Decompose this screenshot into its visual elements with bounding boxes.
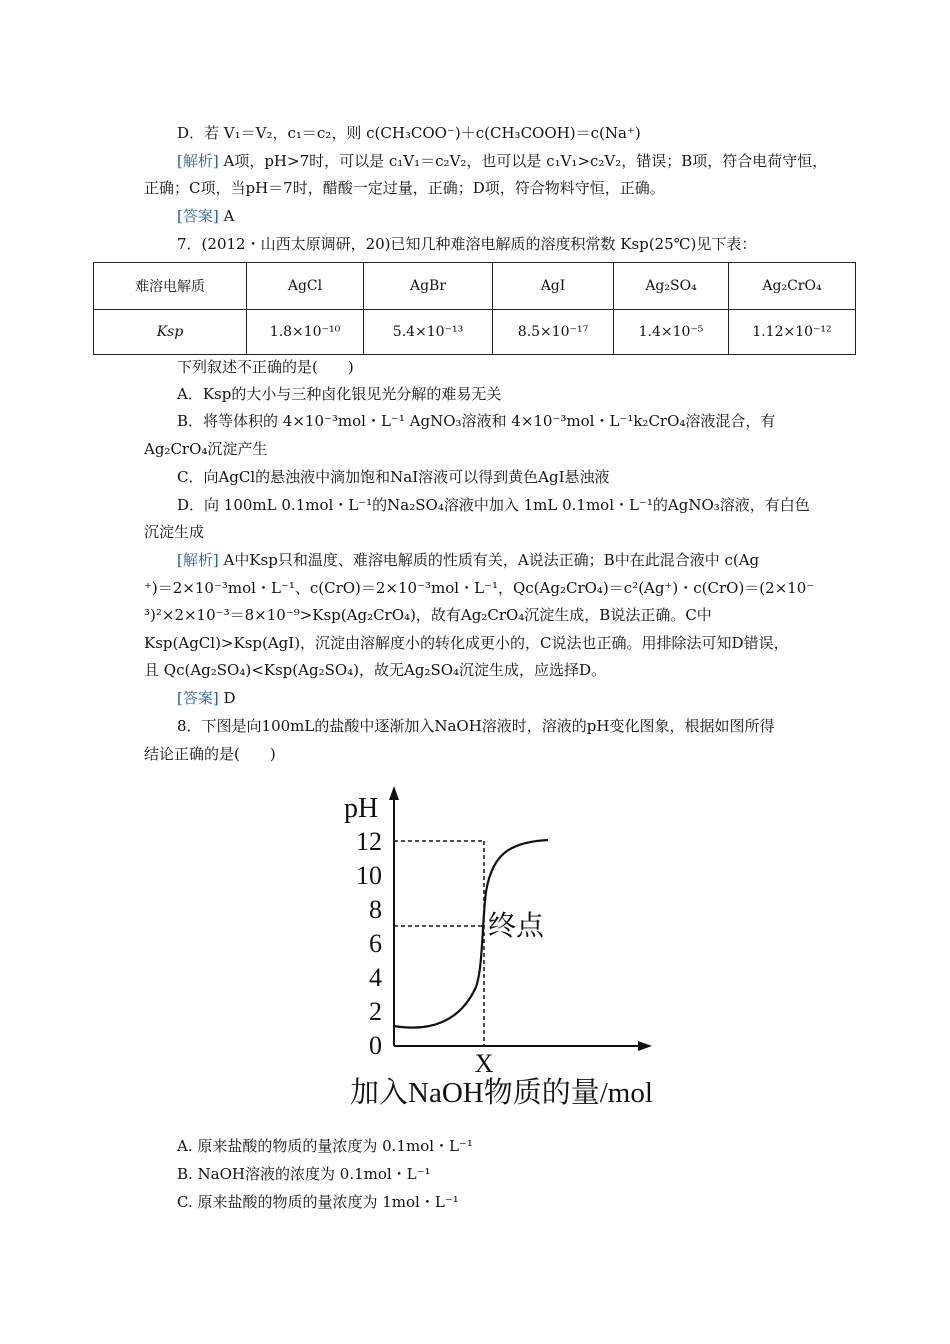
table-header-cell: Ag₂SO₄ <box>614 263 729 310</box>
ksp-table <box>93 262 856 355</box>
x-tick-label: X <box>474 1049 494 1078</box>
analysis-2-line-1 <box>177 550 759 570</box>
ph-titration-graph <box>340 782 680 1112</box>
analysis-tag: [解析] <box>177 152 219 170</box>
y-axis-arrow <box>389 786 399 800</box>
question-7-title: 7．(2012・山西太原调研，20)已知几种难溶电解质的溶度积常数 Ksp(25℃)见下表： <box>177 235 757 253</box>
question-7-stem: 下列叙述不正确的是( ) <box>177 358 354 376</box>
table-cell: 5.4×10⁻¹³ <box>364 310 493 355</box>
question-8-option-a: A. 原来盐酸的物质的量浓度为 0.1mol・L⁻¹ <box>177 1137 473 1155</box>
table-header-cell: Ag₂CrO₄ <box>729 263 856 310</box>
y-tick-label: 8 <box>369 895 382 924</box>
question-7-option-b: B．将等体积的 4×10⁻³mol・L⁻¹ AgNO₃溶液和 4×10⁻³mol・L⁻¹k₂CrO₄溶液混合，有 <box>177 412 776 430</box>
answer-2-line <box>177 688 236 708</box>
table-cell: 1.4×10⁻⁵ <box>614 310 729 355</box>
table-header-cell: AgCl <box>247 263 364 310</box>
y-tick-label: 0 <box>369 1031 382 1060</box>
question-7-option-a: A．Ksp的大小与三种卤化银见光分解的难易无关 <box>177 385 502 403</box>
table-header-cell: AgBr <box>364 263 493 310</box>
y-tick-label: 4 <box>369 963 382 992</box>
question-7-option-c: C．向AgCl的悬浊液中滴加饱和NaI溶液可以得到黄色AgI悬浊液 <box>177 468 610 486</box>
table-row <box>94 310 856 355</box>
y-tick-label: 12 <box>356 827 382 856</box>
table-cell: 1.12×10⁻¹² <box>729 310 856 355</box>
analysis-tag: [解析] <box>177 551 219 569</box>
analysis-1-line-2: 正确；C项，当pH＝7时，醋酸一定过量，正确；D项，符合物料守恒，正确。 <box>144 179 665 197</box>
x-axis-arrow <box>638 1041 652 1051</box>
answer-1-value: A <box>223 207 235 225</box>
y-tick-label: 6 <box>369 929 382 958</box>
endpoint-annotation: 终点 <box>488 911 545 942</box>
table-header-row <box>94 263 856 310</box>
question-7-option-b-cont: Ag₂CrO₄沉淀产生 <box>144 440 268 458</box>
x-axis-label: 加入NaOH物质的量/mol <box>350 1077 653 1109</box>
analysis-2-line-4: Ksp(AgCl)>Ksp(AgI)，沉淀由溶解度小的转化成更小的，C说法也正确。用排除法可知D错误， <box>144 634 789 652</box>
question-8-text-cont: 结论正确的是( ) <box>144 745 276 763</box>
analysis-2-line-2: ⁺)＝2×10⁻³mol・L⁻¹、c(CrO)＝2×10⁻³mol・L⁻¹，Qc(Ag₂CrO₄)＝c²(Ag⁺)・c(CrO)＝(2×10⁻ <box>144 579 815 597</box>
question-8-option-b: B. NaOH溶液的浓度为 0.1mol・L⁻¹ <box>177 1165 431 1183</box>
analysis-1-text-a: A项，pH>7时，可以是 c₁V₁＝c₂V₂，也可以是 c₁V₁>c₂V₂，错误；B项，符合电荷守恒， <box>223 152 828 170</box>
table-cell: 8.5×10⁻¹⁷ <box>493 310 614 355</box>
table-row-label: Ksp <box>94 310 247 355</box>
table-header-cell: 难溶电解质 <box>94 263 247 310</box>
answer-2-value: D <box>223 689 236 707</box>
analysis-2-text-1: A中Ksp只和温度、难溶电解质的性质有关，A说法正确；B中在此混合液中 c(Ag <box>223 551 760 569</box>
y-axis-label: pH <box>344 793 379 824</box>
question-7-option-d: D．向 100mL 0.1mol・L⁻¹的Na₂SO₄溶液中加入 1mL 0.1mol・L⁻¹的AgNO₃溶液，有白色 <box>177 496 810 514</box>
analysis-2-line-3: ³)²×2×10⁻³＝8×10⁻⁹>Ksp(Ag₂CrO₄)，故有Ag₂CrO₄沉淀生成，B说法正确。C中 <box>144 606 712 624</box>
analysis-2-line-5: 且 Qc(Ag₂SO₄)<Ksp(Ag₂SO₄)，故无Ag₂SO₄沉淀生成，应选择D。 <box>144 661 607 679</box>
table-cell: 1.8×10⁻¹⁰ <box>247 310 364 355</box>
answer-tag: [答案] <box>177 689 219 707</box>
table-header-cell: AgI <box>493 263 614 310</box>
question-7-option-d-cont: 沉淀生成 <box>144 523 205 541</box>
answer-tag: [答案] <box>177 207 219 225</box>
option-d-text: D．若 V₁＝V₂，c₁＝c₂，则 c(CH₃COO⁻)＋c(CH₃COOH)＝c(Na⁺) <box>177 124 641 142</box>
y-tick-label: 2 <box>369 997 382 1026</box>
analysis-1-line-1 <box>177 151 827 171</box>
y-tick-label: 10 <box>356 861 382 890</box>
question-8-text: 8．下图是向100mL的盐酸中逐渐加入NaOH溶液时，溶液的pH变化图象，根据如图所得 <box>177 717 775 735</box>
answer-1-line <box>177 206 234 226</box>
question-8-option-c: C. 原来盐酸的物质的量浓度为 1mol・L⁻¹ <box>177 1193 459 1211</box>
